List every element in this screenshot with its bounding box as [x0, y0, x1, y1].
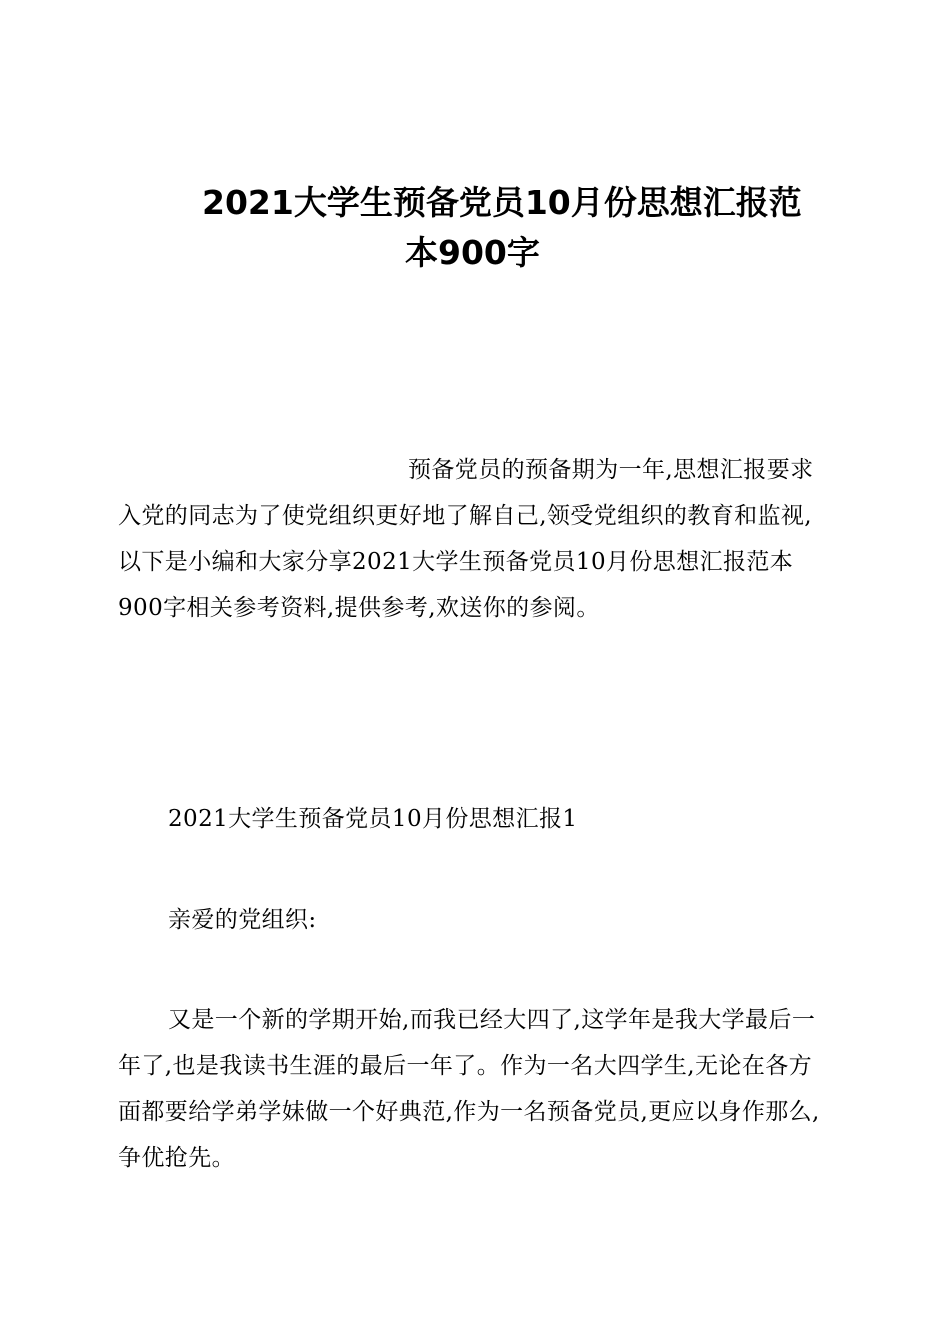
intro-paragraph: 预备党员的预备期为一年,思想汇报要求入党的同志为了使党组织更好地了解自己,领受党组织的教育和监视,以下是小编和大家分享2021大学生预备党员10月份思想汇报范本900字相关参考资料,提供参考,欢送你的参阅。 — [118, 457, 814, 621]
title-line-2: 本900字 — [405, 233, 540, 272]
salutation: 亲爱的党组织: — [168, 907, 317, 933]
title-line-1: 2021大学生预备党员10月份思想汇报范 — [202, 183, 802, 222]
section-heading: 2021大学生预备党员10月份思想汇报1 — [168, 806, 578, 832]
document-title — [0, 178, 950, 278]
body-paragraph-1: 又是一个新的学期开始,而我已经大四了,这学年是我大学最后一年了,也是我读书生涯的最后一年了。作为一名大四学生,无论在各方面都要给学弟学妹做一个好典范,作为一名预备党员,更应以身作那么,争优抢先。 — [118, 1007, 820, 1171]
